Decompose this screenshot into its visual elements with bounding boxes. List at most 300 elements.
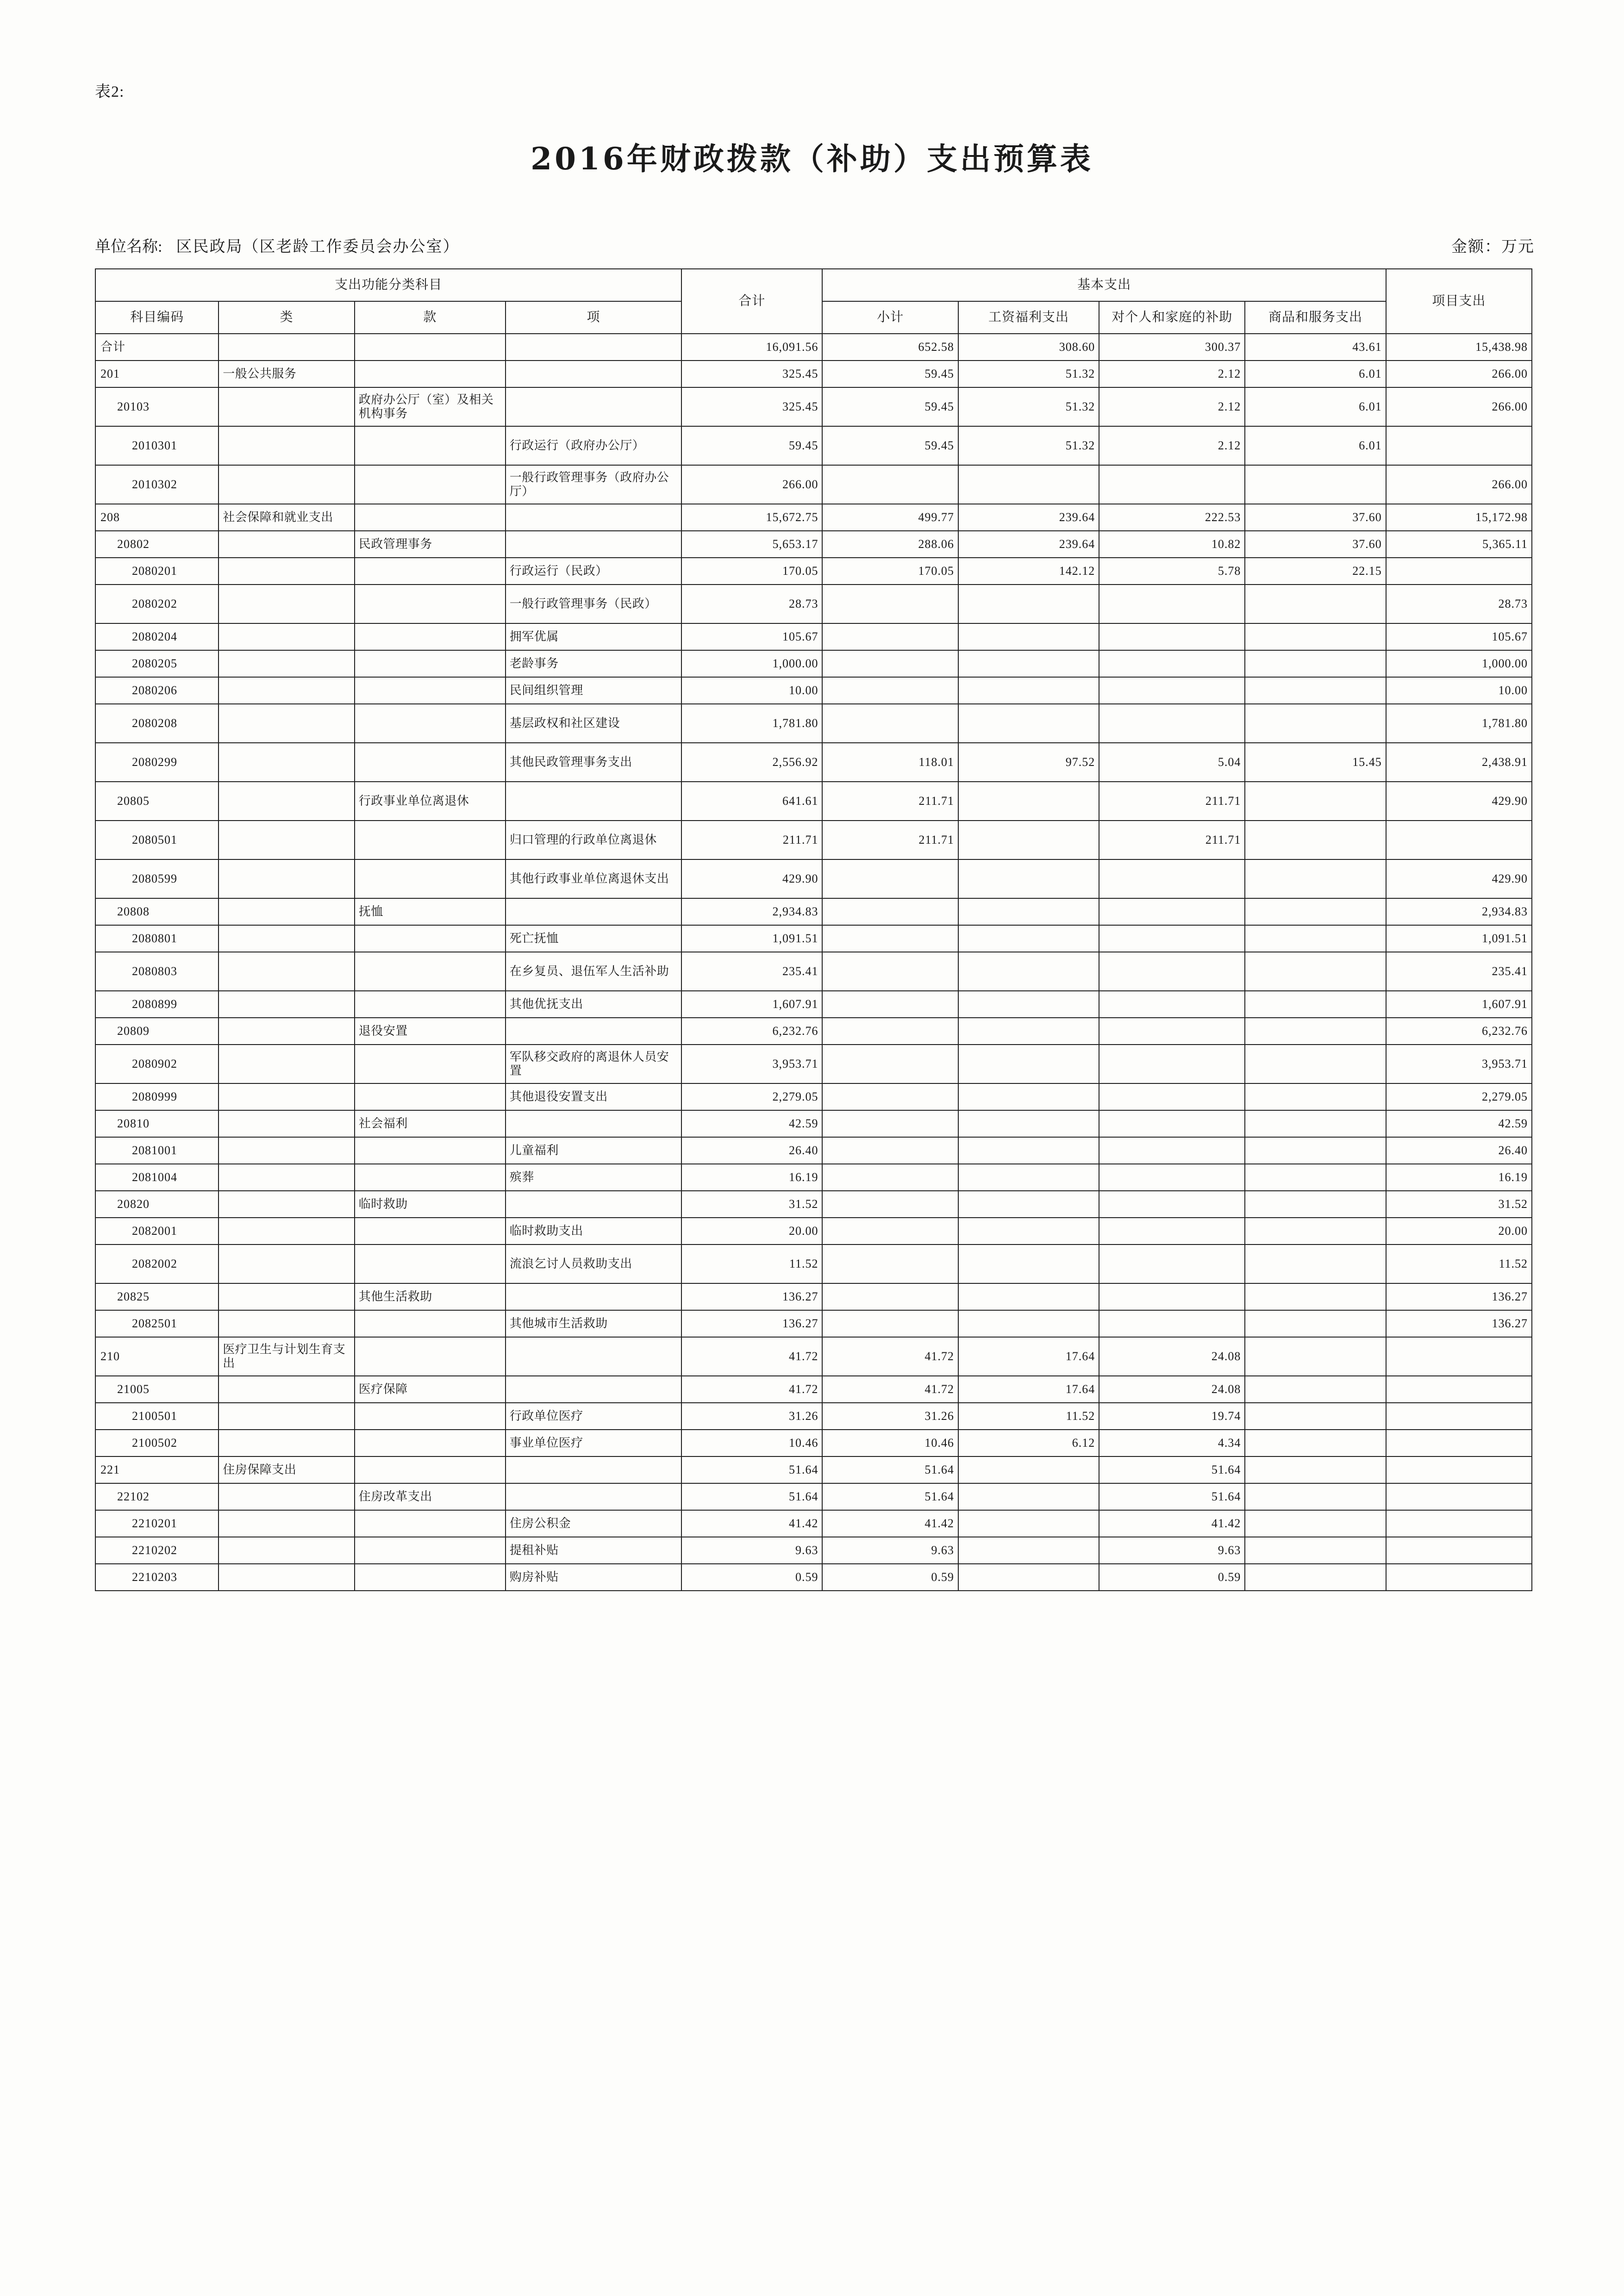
cell-class: 医疗卫生与计划生育支出 xyxy=(219,1337,354,1376)
cell-subtotal: 59.45 xyxy=(822,361,958,387)
cell-person: 5.78 xyxy=(1099,558,1245,585)
cell-project xyxy=(1386,426,1532,465)
table-row xyxy=(95,859,1532,898)
cell-person xyxy=(1099,704,1245,743)
cell-section xyxy=(355,1083,506,1110)
cell-item xyxy=(506,334,681,361)
table-row xyxy=(95,1456,1532,1483)
cell-item: 老龄事务 xyxy=(506,650,681,677)
cell-section xyxy=(355,704,506,743)
cell-subtotal xyxy=(822,585,958,623)
cell-section xyxy=(355,743,506,782)
cell-section: 其他生活救助 xyxy=(355,1283,506,1310)
table-row xyxy=(95,1244,1532,1283)
cell-subtotal xyxy=(822,1218,958,1244)
cell-goods xyxy=(1245,1218,1386,1244)
cell-code: 2100501 xyxy=(95,1403,219,1430)
cell-item: 提租补贴 xyxy=(506,1537,681,1564)
cell-person: 51.64 xyxy=(1099,1483,1245,1510)
cell-person xyxy=(1099,1045,1245,1083)
cell-class xyxy=(219,1164,354,1191)
cell-total: 105.67 xyxy=(681,623,822,650)
cell-goods xyxy=(1245,821,1386,859)
table-row xyxy=(95,1283,1532,1310)
table-row xyxy=(95,1403,1532,1430)
table-row xyxy=(95,1310,1532,1337)
cell-subtotal: 118.01 xyxy=(822,743,958,782)
cell-code: 2082501 xyxy=(95,1310,219,1337)
cell-section xyxy=(355,504,506,531)
cell-item xyxy=(506,531,681,558)
table-row xyxy=(95,465,1532,504)
header-salary-welfare: 工资福利支出 xyxy=(958,301,1099,334)
cell-code: 208 xyxy=(95,504,219,531)
cell-project xyxy=(1386,1456,1532,1483)
cell-section: 住房改革支出 xyxy=(355,1483,506,1510)
budget-table xyxy=(95,268,1532,1591)
cell-subtotal: 41.42 xyxy=(822,1510,958,1537)
cell-class xyxy=(219,677,354,704)
cell-section xyxy=(355,991,506,1018)
cell-person: 4.34 xyxy=(1099,1430,1245,1456)
cell-project: 2,279.05 xyxy=(1386,1083,1532,1110)
table-row xyxy=(95,782,1532,821)
cell-item: 流浪乞讨人员救助支出 xyxy=(506,1244,681,1283)
cell-person: 10.82 xyxy=(1099,531,1245,558)
cell-goods xyxy=(1245,585,1386,623)
cell-person xyxy=(1099,623,1245,650)
cell-project: 42.59 xyxy=(1386,1110,1532,1137)
cell-total: 5,653.17 xyxy=(681,531,822,558)
cell-goods xyxy=(1245,1045,1386,1083)
cell-goods xyxy=(1245,925,1386,952)
cell-item: 死亡抚恤 xyxy=(506,925,681,952)
cell-section xyxy=(355,859,506,898)
cell-person xyxy=(1099,1244,1245,1283)
table-row xyxy=(95,743,1532,782)
cell-person: 2.12 xyxy=(1099,426,1245,465)
cell-person xyxy=(1099,925,1245,952)
cell-section xyxy=(355,1045,506,1083)
cell-salary xyxy=(958,1164,1099,1191)
cell-goods xyxy=(1245,1137,1386,1164)
cell-project: 20.00 xyxy=(1386,1218,1532,1244)
header-func-group: 支出功能分类科目 xyxy=(95,269,681,301)
cell-goods xyxy=(1245,650,1386,677)
cell-person: 0.59 xyxy=(1099,1564,1245,1591)
cell-class xyxy=(219,1191,354,1218)
cell-class xyxy=(219,1376,354,1403)
cell-total: 10.00 xyxy=(681,677,822,704)
cell-item: 基层政权和社区建设 xyxy=(506,704,681,743)
amount-unit-label: 金额：万元 xyxy=(1451,238,1535,255)
cell-item: 一般行政管理事务（政府办公厅） xyxy=(506,465,681,504)
cell-subtotal xyxy=(822,465,958,504)
cell-code: 2082002 xyxy=(95,1244,219,1283)
table-row xyxy=(95,991,1532,1018)
header-total: 合计 xyxy=(681,269,822,334)
cell-subtotal xyxy=(822,1164,958,1191)
cell-code: 2080803 xyxy=(95,952,219,991)
cell-class xyxy=(219,650,354,677)
cell-project xyxy=(1386,1483,1532,1510)
cell-goods xyxy=(1245,1537,1386,1564)
cell-total: 325.45 xyxy=(681,361,822,387)
cell-goods: 6.01 xyxy=(1245,361,1386,387)
cell-person: 211.71 xyxy=(1099,782,1245,821)
cell-total: 51.64 xyxy=(681,1456,822,1483)
cell-person xyxy=(1099,1218,1245,1244)
cell-project xyxy=(1386,1430,1532,1456)
cell-salary: 11.52 xyxy=(958,1403,1099,1430)
cell-section xyxy=(355,1137,506,1164)
cell-subtotal: 41.72 xyxy=(822,1376,958,1403)
cell-project: 136.27 xyxy=(1386,1283,1532,1310)
cell-item xyxy=(506,898,681,925)
cell-subtotal: 9.63 xyxy=(822,1537,958,1564)
cell-salary xyxy=(958,991,1099,1018)
cell-class xyxy=(219,1430,354,1456)
cell-project: 11.52 xyxy=(1386,1244,1532,1283)
cell-salary xyxy=(958,677,1099,704)
table-row xyxy=(95,585,1532,623)
cell-person: 211.71 xyxy=(1099,821,1245,859)
cell-section xyxy=(355,623,506,650)
cell-section: 行政事业单位离退休 xyxy=(355,782,506,821)
cell-item: 住房公积金 xyxy=(506,1510,681,1537)
cell-item xyxy=(506,1456,681,1483)
cell-subtotal xyxy=(822,1045,958,1083)
table-row xyxy=(95,623,1532,650)
cell-salary: 17.64 xyxy=(958,1337,1099,1376)
table-row xyxy=(95,925,1532,952)
cell-item xyxy=(506,1191,681,1218)
cell-total: 41.72 xyxy=(681,1376,822,1403)
cell-salary xyxy=(958,1537,1099,1564)
cell-total: 31.26 xyxy=(681,1403,822,1430)
unit-name-value: 区民政局（区老龄工作委员会办公室） xyxy=(176,238,460,255)
cell-class xyxy=(219,743,354,782)
cell-project: 1,607.91 xyxy=(1386,991,1532,1018)
cell-code: 2010302 xyxy=(95,465,219,504)
cell-project: 3,953.71 xyxy=(1386,1045,1532,1083)
cell-total: 429.90 xyxy=(681,859,822,898)
table-row xyxy=(95,1045,1532,1083)
cell-project xyxy=(1386,1403,1532,1430)
cell-class xyxy=(219,1110,354,1137)
cell-subtotal xyxy=(822,1191,958,1218)
cell-person xyxy=(1099,1110,1245,1137)
table-row xyxy=(95,426,1532,465)
cell-goods xyxy=(1245,623,1386,650)
cell-salary xyxy=(958,859,1099,898)
cell-project: 15,172.98 xyxy=(1386,504,1532,531)
cell-class xyxy=(219,1510,354,1537)
cell-total: 2,556.92 xyxy=(681,743,822,782)
table-row xyxy=(95,898,1532,925)
cell-goods xyxy=(1245,782,1386,821)
cell-class xyxy=(219,585,354,623)
cell-goods xyxy=(1245,1310,1386,1337)
cell-person xyxy=(1099,677,1245,704)
cell-salary xyxy=(958,1456,1099,1483)
cell-salary: 6.12 xyxy=(958,1430,1099,1456)
cell-subtotal: 288.06 xyxy=(822,531,958,558)
cell-goods xyxy=(1245,1510,1386,1537)
table-row xyxy=(95,504,1532,531)
cell-item xyxy=(506,387,681,426)
cell-salary xyxy=(958,925,1099,952)
cell-section xyxy=(355,585,506,623)
cell-total: 136.27 xyxy=(681,1283,822,1310)
cell-total: 0.59 xyxy=(681,1564,822,1591)
cell-goods xyxy=(1245,1376,1386,1403)
cell-project xyxy=(1386,558,1532,585)
cell-code: 20810 xyxy=(95,1110,219,1137)
header-goods-services: 商品和服务支出 xyxy=(1245,301,1386,334)
cell-salary: 51.32 xyxy=(958,426,1099,465)
cell-code: 22102 xyxy=(95,1483,219,1510)
cell-total: 325.45 xyxy=(681,387,822,426)
cell-item: 其他民政管理事务支出 xyxy=(506,743,681,782)
cell-project: 2,934.83 xyxy=(1386,898,1532,925)
cell-goods: 6.01 xyxy=(1245,426,1386,465)
cell-person xyxy=(1099,585,1245,623)
cell-code: 20808 xyxy=(95,898,219,925)
cell-person xyxy=(1099,952,1245,991)
cell-code: 2080899 xyxy=(95,991,219,1018)
cell-subtotal xyxy=(822,704,958,743)
cell-section xyxy=(355,1218,506,1244)
cell-subtotal xyxy=(822,1018,958,1045)
cell-section xyxy=(355,952,506,991)
cell-class xyxy=(219,1310,354,1337)
cell-total: 28.73 xyxy=(681,585,822,623)
cell-section: 民政管理事务 xyxy=(355,531,506,558)
cell-goods xyxy=(1245,859,1386,898)
cell-class xyxy=(219,1244,354,1283)
cell-person: 222.53 xyxy=(1099,504,1245,531)
cell-item xyxy=(506,1376,681,1403)
cell-salary xyxy=(958,821,1099,859)
cell-goods xyxy=(1245,1456,1386,1483)
header-class: 类 xyxy=(219,301,354,334)
table-row xyxy=(95,1430,1532,1456)
cell-code: 2080201 xyxy=(95,558,219,585)
cell-total: 1,781.80 xyxy=(681,704,822,743)
cell-item: 行政单位医疗 xyxy=(506,1403,681,1430)
cell-item: 购房补贴 xyxy=(506,1564,681,1591)
cell-code: 2210203 xyxy=(95,1564,219,1591)
table-row xyxy=(95,334,1532,361)
cell-class xyxy=(219,991,354,1018)
cell-total: 51.64 xyxy=(681,1483,822,1510)
cell-item xyxy=(506,1018,681,1045)
cell-code: 2080205 xyxy=(95,650,219,677)
cell-project xyxy=(1386,1564,1532,1591)
cell-goods: 22.15 xyxy=(1245,558,1386,585)
cell-item: 儿童福利 xyxy=(506,1137,681,1164)
cell-goods xyxy=(1245,1191,1386,1218)
cell-section xyxy=(355,426,506,465)
cell-subtotal: 0.59 xyxy=(822,1564,958,1591)
cell-subtotal xyxy=(822,1083,958,1110)
cell-subtotal: 51.64 xyxy=(822,1456,958,1483)
cell-salary xyxy=(958,1244,1099,1283)
cell-section xyxy=(355,650,506,677)
unit-name-block xyxy=(95,234,459,256)
header-subtotal: 小计 xyxy=(822,301,958,334)
cell-subtotal: 31.26 xyxy=(822,1403,958,1430)
cell-person xyxy=(1099,1310,1245,1337)
cell-class xyxy=(219,1403,354,1430)
cell-class: 住房保障支出 xyxy=(219,1456,354,1483)
cell-total: 641.61 xyxy=(681,782,822,821)
cell-section xyxy=(355,1244,506,1283)
cell-total: 2,279.05 xyxy=(681,1083,822,1110)
cell-code: 2100502 xyxy=(95,1430,219,1456)
cell-class xyxy=(219,925,354,952)
cell-class xyxy=(219,1045,354,1083)
cell-item: 拥军优属 xyxy=(506,623,681,650)
cell-subtotal xyxy=(822,650,958,677)
cell-subtotal xyxy=(822,925,958,952)
cell-goods xyxy=(1245,1018,1386,1045)
cell-class xyxy=(219,1018,354,1045)
header-project: 项目支出 xyxy=(1386,269,1532,334)
cell-goods xyxy=(1245,704,1386,743)
cell-project: 266.00 xyxy=(1386,387,1532,426)
cell-person: 5.04 xyxy=(1099,743,1245,782)
cell-project: 235.41 xyxy=(1386,952,1532,991)
cell-section xyxy=(355,558,506,585)
cell-goods: 43.61 xyxy=(1245,334,1386,361)
cell-section xyxy=(355,821,506,859)
cell-subtotal: 51.64 xyxy=(822,1483,958,1510)
cell-person: 300.37 xyxy=(1099,334,1245,361)
cell-section xyxy=(355,1537,506,1564)
cell-project: 6,232.76 xyxy=(1386,1018,1532,1045)
cell-salary xyxy=(958,465,1099,504)
cell-person xyxy=(1099,859,1245,898)
cell-person: 2.12 xyxy=(1099,387,1245,426)
cell-project xyxy=(1386,1537,1532,1564)
cell-salary: 239.64 xyxy=(958,504,1099,531)
cell-person: 19.74 xyxy=(1099,1403,1245,1430)
cell-goods: 6.01 xyxy=(1245,387,1386,426)
cell-project: 26.40 xyxy=(1386,1137,1532,1164)
cell-total: 41.42 xyxy=(681,1510,822,1537)
table-row xyxy=(95,1537,1532,1564)
cell-project xyxy=(1386,1510,1532,1537)
cell-total: 42.59 xyxy=(681,1110,822,1137)
cell-section xyxy=(355,465,506,504)
cell-project: 2,438.91 xyxy=(1386,743,1532,782)
cell-goods: 15.45 xyxy=(1245,743,1386,782)
cell-salary xyxy=(958,952,1099,991)
cell-item: 事业单位医疗 xyxy=(506,1430,681,1456)
cell-goods xyxy=(1245,465,1386,504)
table-row xyxy=(95,704,1532,743)
cell-code: 合计 xyxy=(95,334,219,361)
cell-subtotal: 170.05 xyxy=(822,558,958,585)
unit-name-label: 单位名称: xyxy=(95,238,162,255)
cell-class: 社会保障和就业支出 xyxy=(219,504,354,531)
cell-salary xyxy=(958,585,1099,623)
table-row xyxy=(95,1018,1532,1045)
cell-section xyxy=(355,1430,506,1456)
cell-section xyxy=(355,925,506,952)
cell-salary: 239.64 xyxy=(958,531,1099,558)
cell-subtotal xyxy=(822,677,958,704)
cell-total: 16.19 xyxy=(681,1164,822,1191)
cell-code: 2080501 xyxy=(95,821,219,859)
cell-goods: 37.60 xyxy=(1245,504,1386,531)
cell-class xyxy=(219,704,354,743)
cell-class xyxy=(219,465,354,504)
cell-section xyxy=(355,334,506,361)
cell-total: 1,091.51 xyxy=(681,925,822,952)
cell-code: 2080801 xyxy=(95,925,219,952)
table-row xyxy=(95,1218,1532,1244)
table-row xyxy=(95,650,1532,677)
cell-goods xyxy=(1245,677,1386,704)
cell-section xyxy=(355,1456,506,1483)
cell-subtotal xyxy=(822,991,958,1018)
header-basic-group: 基本支出 xyxy=(822,269,1386,301)
cell-project: 16.19 xyxy=(1386,1164,1532,1191)
cell-subtotal xyxy=(822,1244,958,1283)
cell-person xyxy=(1099,650,1245,677)
cell-code: 210 xyxy=(95,1337,219,1376)
cell-total: 136.27 xyxy=(681,1310,822,1337)
cell-subtotal: 499.77 xyxy=(822,504,958,531)
cell-code: 2080204 xyxy=(95,623,219,650)
cell-section xyxy=(355,1403,506,1430)
cell-code: 221 xyxy=(95,1456,219,1483)
cell-section xyxy=(355,1510,506,1537)
cell-item: 在乡复员、退伍军人生活补助 xyxy=(506,952,681,991)
cell-salary xyxy=(958,623,1099,650)
cell-project xyxy=(1386,821,1532,859)
cell-salary xyxy=(958,1310,1099,1337)
cell-class xyxy=(219,1083,354,1110)
cell-total: 1,607.91 xyxy=(681,991,822,1018)
cell-goods xyxy=(1245,952,1386,991)
cell-item: 其他优抚支出 xyxy=(506,991,681,1018)
cell-subtotal: 652.58 xyxy=(822,334,958,361)
cell-class xyxy=(219,531,354,558)
cell-goods xyxy=(1245,1083,1386,1110)
cell-item: 行政运行（民政） xyxy=(506,558,681,585)
cell-person xyxy=(1099,465,1245,504)
cell-goods xyxy=(1245,1244,1386,1283)
cell-class xyxy=(219,1564,354,1591)
cell-section: 退役安置 xyxy=(355,1018,506,1045)
table-row xyxy=(95,821,1532,859)
cell-code: 201 xyxy=(95,361,219,387)
cell-item xyxy=(506,1337,681,1376)
table-row xyxy=(95,1510,1532,1537)
cell-salary xyxy=(958,1045,1099,1083)
cell-goods xyxy=(1245,1337,1386,1376)
cell-subtotal xyxy=(822,1110,958,1137)
cell-total: 31.52 xyxy=(681,1191,822,1218)
cell-project: 266.00 xyxy=(1386,465,1532,504)
cell-goods xyxy=(1245,1403,1386,1430)
cell-item: 归口管理的行政单位离退休 xyxy=(506,821,681,859)
cell-goods xyxy=(1245,1430,1386,1456)
